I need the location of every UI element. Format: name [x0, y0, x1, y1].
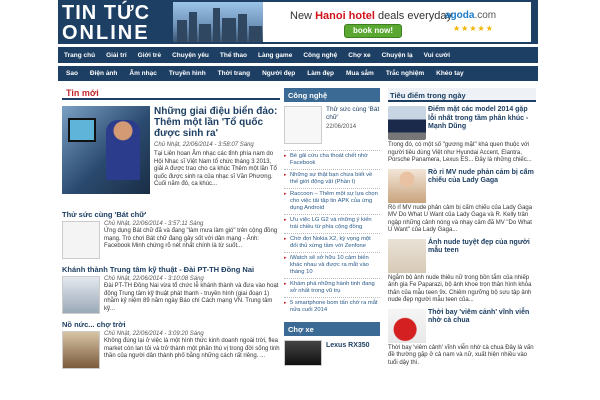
secondary-nav: [58, 66, 538, 81]
primary-nav: [58, 47, 538, 63]
nav-item[interactable]: Thể thao: [219, 51, 247, 59]
car-featured-title[interactable]: Lexus RX350: [326, 342, 370, 349]
lead-article-title[interactable]: Những giai điệu biển đảo: Thêm một lần 'Tổ quốc được sinh ra': [154, 106, 278, 139]
subnav-item[interactable]: Mua sắm: [346, 70, 374, 77]
car-image[interactable]: [388, 106, 426, 140]
spotlight-item-title[interactable]: Ảnh nude tuyệt đẹp của người mẫu teen: [428, 238, 530, 254]
spotlight-item-summary: Ngắm bộ ảnh nude thiêu nữ trong bồn tắm của nhiếp ảnh gia Fe Paparazi, bộ ảnh khoe trọn thân hình khỏa thân của mẫu teen 9x. Chiêm ngưỡng bộ sưu tập ảnh nude đẹp người mẫu teen của...: [388, 274, 532, 303]
tech-featured[interactable]: [284, 106, 380, 150]
spotlight-item-title[interactable]: Rò rỉ MV nude phản cảm bị cấm chiếu của Lady Gaga: [428, 168, 534, 184]
site-logo[interactable]: [62, 3, 172, 43]
city-skyline-image: [173, 2, 263, 42]
subnav-item[interactable]: Điện ảnh: [89, 70, 118, 77]
nav-item[interactable]: Công nghệ: [303, 51, 338, 59]
article-item[interactable]: [62, 210, 280, 261]
spotlight-item[interactable]: [388, 239, 536, 305]
banner-ad[interactable]: [173, 2, 531, 42]
article-title[interactable]: Khánh thành Trung tâm kỹ thuật - Đài PT-TH Đồng Nai: [62, 265, 255, 274]
nav-item[interactable]: Làng game: [258, 51, 293, 59]
subnav-item[interactable]: Âm nhạc: [129, 70, 157, 77]
article-thumbnail[interactable]: [62, 221, 100, 259]
tomato-image[interactable]: [388, 309, 426, 343]
subnav-item[interactable]: Người đẹp: [262, 70, 296, 77]
lead-article-date: Chủ Nhật, 22/06/2014 - 3:58:07 Sáng: [154, 142, 254, 148]
subnav-item[interactable]: Truyền hình: [168, 70, 206, 77]
nav-item[interactable]: Giải trí: [106, 51, 127, 59]
spotlight-item[interactable]: [388, 106, 536, 165]
spotlight-item-title[interactable]: Điểm mặt các model 2014 gặp lỗi nhất trong tầm phân khúc - Mạnh Dũng: [428, 106, 529, 130]
spotlight-column: [388, 88, 536, 367]
tech-link[interactable]: ▸ iWatch sẽ sở hữu 10 cảm biến khác nhau và được ra mắt vào tháng 10: [284, 252, 380, 278]
tech-link[interactable]: ▸ 5 smartphone bom tấn chờ ra mắt nửa cuối 2014: [284, 297, 380, 316]
spotlight-item-summary: Thời bay 'viêm cảnh' vĩnh viễn nhờ cà chua Đây là vấn đề thường gặp ở cả nam và nữ, xuất hiện nhiều vào tuổi dậy thì.: [388, 344, 534, 366]
tech-link[interactable]: ▸ Chờ đợi Nokia X2, kỳ vọng một đối thủ xứng tầm với Zenfone: [284, 233, 380, 252]
ad-headline: New Hanoi hotel deals everyday: [290, 10, 452, 22]
article-summary: Không đúng lại ở việc là một hình thức kinh doanh ngoài trời, flea market còn lan tỏi và trở thành một phần thú vị trong đời sống tinh thần của người dân thành phố bằng những cách rất riêng. ...: [104, 338, 280, 359]
tech-link[interactable]: ▸ Raccoon – Thêm một sự lựa chọn cho việc tải tập tin APK của ứng dụng Android: [284, 188, 380, 214]
lead-article-image[interactable]: [62, 106, 150, 194]
singer-image[interactable]: [388, 169, 426, 203]
tech-section-title[interactable]: Công nghệ: [284, 88, 380, 102]
model-image[interactable]: [388, 239, 426, 273]
cars-section-title[interactable]: Chợ xe: [284, 322, 380, 336]
section-title: Tin mới: [66, 88, 99, 98]
book-now-button[interactable]: book now!: [344, 24, 402, 38]
tech-column: [284, 88, 380, 370]
subnav-item[interactable]: Sao: [66, 70, 78, 77]
tech-featured-date: 22/06/2014: [326, 124, 357, 130]
tech-featured-title[interactable]: Thử sức cùng 'Bát chữ': [326, 106, 380, 121]
spotlight-item-summary: Rò rỉ MV nude phản cảm bị cấm chiếu của Lady Gaga MV Do What U Want của Lady Gaga và R. Kelly trân ngập những cảnh nóng và nhạy cảm đã MV "Do What U Want" của Lady Gaga...: [388, 204, 533, 233]
subnav-item[interactable]: Trắc nghiệm: [385, 70, 425, 77]
rating-stars-icon: ★★★★★: [453, 24, 494, 33]
subnav-item[interactable]: Thời trang: [217, 70, 251, 77]
subnav-item[interactable]: Khéo tay: [436, 70, 464, 77]
nav-item[interactable]: Giới trẻ: [137, 51, 162, 59]
tech-link[interactable]: ▸ Bè gãi cứu cha thoát chết nhờ Facebook: [284, 150, 380, 169]
spotlight-item[interactable]: [388, 169, 536, 235]
agoda-logo: agoda.com: [445, 10, 497, 21]
lead-article[interactable]: [62, 106, 280, 206]
lead-article-summary: Tại Liên hoan Âm nhạc các tỉnh phía nam do Hội Nhạc sĩ Việt Nam tổ chức tháng 3 2013, giải A được trao cho ca khúc Thêm một lần Tổ quốc được sinh ra của nhạc sĩ Văn Phương. Cuối năm đó, ca khúc...: [154, 151, 277, 187]
article-summary: Đài PT-TH Đồng Nai vừa tổ chức lễ khánh thành và đưa vào hoạt động Trung tâm kỹ thuật phát thanh - truyền hình (giai đoạn 1) nhằm kỷ niệm 89 năm ngày Báo chí Cách mạng VN. Trung tâm kỹ...: [104, 283, 279, 312]
spotlight-title: Tiêu điểm trong ngày: [388, 88, 536, 102]
article-title[interactable]: Thử sức cùng 'Bát chữ': [62, 210, 147, 219]
nav-item[interactable]: Vui cười: [423, 51, 451, 59]
article-title[interactable]: Nồ nức... chợ trời: [62, 320, 126, 329]
article-item[interactable]: [62, 320, 280, 371]
nav-item[interactable]: Chuyện yêu: [172, 51, 209, 59]
car-featured[interactable]: [284, 340, 380, 370]
article-summary: Ứng dụng Bát chữ đã và đang "làm mưa làm gió" trên cộng đồng mạng. Trò chơi Bát chữ đang gây sốt với dân mạng - Ảnh: Facebook Minh chứng rõ nét nhất chính là từ suốt...: [104, 228, 278, 249]
tech-link-list: [284, 150, 380, 316]
tech-link[interactable]: ▸ Những sự thật bạn chưa biết về thế giới động vật (Phần I): [284, 169, 380, 188]
nav-item[interactable]: Chuyện lạ: [381, 51, 413, 59]
spotlight-item-summary: Trong đó, có một số "gương mặt" khá quen thuộc với người tiêu dùng Việt như Hyundai Accent, Elantra, Porsche Panamera, Lexus ES... Đây là những chiếc...: [388, 142, 532, 163]
latest-news-header: [62, 86, 280, 100]
tech-link[interactable]: ▸ Khám phá những hành tinh đang sở nhất trong vũ trụ: [284, 278, 380, 297]
article-date: Chủ Nhật, 22/06/2014 - 3:10:08 Sáng: [104, 276, 204, 282]
spotlight-item-title[interactable]: Thời bay 'viêm cảnh' vĩnh viễn nhờ cà chua: [428, 308, 530, 324]
article-item[interactable]: [62, 265, 280, 316]
spotlight-item[interactable]: [388, 309, 536, 368]
car-thumbnail[interactable]: [284, 340, 322, 366]
article-date: Chủ Nhật, 22/06/2014 - 3:57:11 Sáng: [104, 221, 204, 227]
tech-featured-thumbnail[interactable]: [284, 106, 322, 144]
nav-item[interactable]: Trang chủ: [64, 51, 96, 59]
subnav-item[interactable]: Làm đẹp: [307, 70, 335, 77]
tech-link[interactable]: ▸ Ưu việc LG G2 và những ý kiến trái chiều từ phía cộng đồng: [284, 214, 380, 233]
logo-line2: ONLINE: [62, 22, 150, 44]
article-date: Chủ Nhật, 22/06/2014 - 3:09:20 Sáng: [104, 331, 204, 337]
logo-line1: TIN TỨC: [62, 2, 151, 24]
nav-item[interactable]: Chợ xe: [348, 51, 371, 59]
latest-news-column: [62, 86, 280, 371]
article-thumbnail[interactable]: [62, 331, 100, 369]
article-thumbnail[interactable]: [62, 276, 100, 314]
